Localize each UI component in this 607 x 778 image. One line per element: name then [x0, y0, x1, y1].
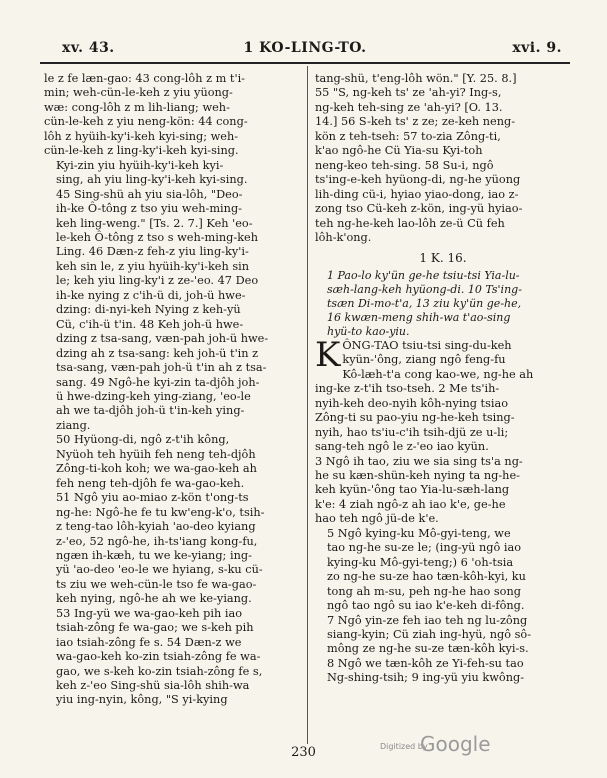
text-line: dzing: di-nyi-keh Nying z keh-yü	[56, 303, 241, 317]
header-book-title: 1 KO-LING-TO.	[243, 40, 367, 56]
text-line: zo ng-he su-ze hao tæn-kôh-kyi, ku	[327, 570, 526, 584]
text-line: kyün-'ông, ziang ngô feng-fu	[342, 353, 506, 367]
text-line: iao tsiah-zông fe s. 54 Dæn-z we	[56, 635, 242, 649]
text-line: ngæn ih-kæh, tu we ke-yiang; ing-	[56, 548, 252, 562]
text-line: feh neng teh-djôh fe wa-gao-keh.	[56, 476, 245, 490]
text-line: wa-gao-keh ko-zin tsiah-zông fe wa-	[56, 650, 261, 664]
text-line: hyü-to kao-yiu.	[327, 324, 410, 338]
text-line: 51 Ngô yiu ao-miao z-kön t'ong-ts	[56, 491, 249, 505]
text-line: 14.] 56 S-keh ts' z ze; ze-keh neng-	[315, 115, 516, 129]
chapter-summary	[315, 269, 571, 339]
text-line: Zông-ti su pao-yiu ng-he-keh tsing-	[315, 411, 515, 425]
column-divider	[307, 66, 308, 744]
text-line: he su kæn-shün-keh nying ta ng-he-	[315, 468, 520, 482]
text-line: neng-keo teh-sing. 58 Su-i, ngô	[315, 158, 494, 172]
text-line: lih-ding cü-i, hyiao yiao-dong, iao z-	[315, 187, 519, 201]
text-line: k'ao ngô-he Cü Yia-su Kyi-toh	[315, 144, 483, 158]
text-line: keh kyün-'ông tao Yia-lu-sæh-lang	[315, 483, 510, 497]
text-line: siang-kyin; Cü ziah ing-hyü, ngô sô-	[327, 627, 532, 641]
text-line: 5 Ngô kying-ku Mô-gyi-teng, we	[327, 526, 511, 540]
text-line: ng-he: Ngô-he fe tu kw'eng-k'o, tsih-	[56, 505, 265, 519]
text-line: ziang.	[56, 418, 91, 432]
text-line: le-keh Ô-tông z tso s weh-ming-keh	[56, 230, 259, 244]
text-line: 1 Pao-lo ky'ün ge-he tsiu-tsi Yia-lu-	[327, 268, 520, 282]
text-line: zong tso Cü-keh z-kön, ing-yü hyiao-	[315, 202, 523, 216]
text-line: ah we ta-djôh joh-ü t'in-keh ying-	[56, 404, 245, 418]
text-line: Kô-læh-t'a cong kao-we, ng-he ah	[342, 367, 534, 381]
text-line: Cü, c'ih-ü t'in. 48 Keh joh-ü hwe-	[56, 317, 244, 331]
text-line: nyih, hao ts'iu-c'ih tsih-djü ze u-li;	[315, 425, 509, 439]
text-line: Ng-shing-tsih; 9 ing-yü yiu kwông-	[327, 671, 525, 685]
text-line: ih-ke Ô-tông z tso yiu weh-ming-	[56, 202, 242, 216]
text-line: Kyi-zin yiu hyüih-ky'i-keh kyi-	[56, 158, 224, 172]
text-line: nyih-keh deo-nyih kôh-nying tsiao	[315, 396, 509, 410]
text-line: min; weh-cün-le-keh z yiu yüong-	[44, 86, 233, 100]
digitized-by-label: Digitized by	[380, 742, 428, 751]
text-line: 55 "S, ng-keh ts' ze 'ah-yi? Ing-s,	[315, 86, 502, 100]
text-line: k'e: 4 ziah ngô-z ah iao k'e, ge-he	[315, 497, 506, 511]
text-line: le z fe læn-gao: 43 cong-lôh z m t'i-	[44, 72, 245, 85]
text-line: ing-ke z-t'ih tso-tseh. 2 Me ts'ih-	[315, 382, 500, 396]
page-number: 230	[291, 745, 316, 760]
text-line: 50 Hyüong-di, ngô z-t'ih kông,	[56, 433, 230, 447]
text-line: sing, ah yiu ling-ky'i-keh kyi-sing.	[56, 173, 248, 187]
text-line: yü 'ao-deo 'eo-le we hyiang, s-ku cü-	[56, 563, 263, 577]
text-line: cün-le-keh z yiu neng-kön: 44 cong-	[44, 115, 248, 129]
text-line: sang. 49 Ngô-he kyi-zin ta-djôh joh-	[56, 375, 260, 389]
text-line: lôh z hyüih-ky'i-keh kyi-sing; weh-	[44, 129, 239, 143]
text-line: z teng-tao lôh-kyiah 'ao-deo kyiang	[56, 520, 256, 534]
header-rule	[40, 62, 570, 64]
text-line: keh ling-weng." [Ts. 2. 7.] Keh 'eo-	[56, 216, 253, 230]
text-line: kying-ku Mô-gyi-teng;) 6 'oh-tsia	[327, 555, 514, 569]
text-line: tao ng-he su-ze le; (ing-yü ngô iao	[327, 541, 521, 555]
text-line: cün-le-keh z ling-ky'i-keh kyi-sing.	[44, 144, 239, 158]
text-line: ngô tao ngô su iao k'e-keh di-fông.	[327, 599, 525, 613]
text-line: tang-shü, t'eng-lôh wön." [Y. 25. 8.]	[315, 72, 517, 85]
text-line: hao teh ngô jü-de k'e.	[315, 512, 439, 526]
running-header	[40, 40, 570, 62]
text-line: lôh-k'ong.	[315, 230, 372, 244]
text-line: ÔNG-TAO tsiu-tsi sing-du-keh	[342, 338, 512, 352]
text-line: ts ziu we weh-cün-le tso fe wa-gao-	[56, 577, 257, 591]
text-line: ts'ing-e-keh hyüong-di, ng-he yüong	[315, 173, 521, 187]
text-line: dzing ah z tsa-sang: keh joh-ü t'in z	[56, 346, 259, 360]
text-line: keh z-'eo Sing-shü sia-lôh shih-wa	[56, 679, 250, 693]
text-line: gao, we s-keh ko-zin tsiah-zông fe s,	[56, 664, 263, 678]
text-line: Nyüoh teh hyüih feh neng teh-djôh	[56, 447, 256, 461]
text-line: ü hwe-dzing-keh ying-ziang, 'eo-le	[56, 389, 251, 403]
text-line: wæ: cong-lôh z m lih-liang; weh-	[44, 100, 230, 114]
text-line: tsiah-zông fe wa-gao; we s-keh pih	[56, 621, 254, 635]
drop-cap: K	[315, 334, 341, 375]
right-paragraph-3	[315, 527, 571, 686]
text-line: sæh-lang-keh hyüong-di. 10 Ts'ing-	[327, 282, 522, 296]
google-logo: Google	[420, 732, 491, 756]
text-line: tsæn Di-mo-t'a, 13 ziu ky'ün ge-he,	[327, 296, 522, 310]
text-line: tong ah m-su, peh ng-he hao song	[327, 584, 521, 598]
left-paragraph-1	[44, 72, 302, 159]
text-line: mông ze ng-he su-ze tæn-kôh kyi-s.	[327, 642, 529, 656]
chapter-heading: 1 K. 16.	[419, 251, 467, 266]
header-right-reference: xvi. 9.	[512, 40, 562, 56]
text-line: Zông-ti-koh koh; we wa-gao-keh ah	[56, 462, 257, 476]
text-line: kön z teh-tseh: 57 to-zia Zông-ti,	[315, 129, 501, 143]
left-column	[44, 72, 302, 708]
text-line: yiu ing-nyin, kông, "S yi-kying	[56, 693, 228, 707]
left-paragraph-3	[44, 433, 302, 708]
right-paragraph-2	[315, 334, 571, 527]
text-line: 53 Ing-yü we wa-gao-keh pih iao	[56, 606, 243, 620]
left-paragraph-2	[44, 159, 302, 434]
text-line: z-'eo, 52 ngô-he, ih-ts'iang kong-fu,	[56, 534, 258, 548]
text-line: keh nying, ngô-he ah we ke-yiang.	[56, 592, 252, 606]
text-line: le; keh yiu ling-ky'i z ze-'eo. 47 Deo	[56, 274, 259, 288]
text-line: 16 kwæn-meng shih-wa t'ao-sing	[327, 310, 511, 324]
text-line: 8 Ngô we tæn-kôh ze Yi-feh-su tao	[327, 656, 524, 670]
text-line: teh ng-he-keh lao-lôh ze-ü Cü feh	[315, 216, 505, 230]
header-left-reference: xv. 43.	[62, 40, 115, 56]
text-line: tsa-sang, væn-pah joh-ü t'in ah z tsa-	[56, 361, 267, 375]
text-line: Ling. 46 Dæn-z feh-z yiu ling-ky'i-	[56, 245, 249, 259]
text-line: sang-teh ngô le z-'eo iao kyün.	[315, 440, 489, 454]
text-line: keh sin le, z yiu hyüih-ky'i-keh sin	[56, 259, 250, 273]
right-paragraph-1	[315, 72, 571, 245]
text-line: 7 Ngô yin-ze feh iao teh ng lu-zông	[327, 613, 528, 627]
digitizer-watermark	[380, 732, 520, 758]
text-line: dzing z tsa-sang, væn-pah joh-ü hwe-	[56, 332, 269, 346]
text-line: 3 Ngô ih tao, ziu we sia sing ts'a ng-	[315, 454, 523, 468]
text-line: ih-ke nying z c'ih-ü di, joh-ü hwe-	[56, 288, 246, 302]
right-column	[315, 72, 571, 686]
text-line: 45 Sing-shü ah yiu sia-lôh, "Deo-	[56, 187, 243, 201]
text-line: ng-keh teh-sing ze 'ah-yi? [O. 13.	[315, 100, 503, 114]
